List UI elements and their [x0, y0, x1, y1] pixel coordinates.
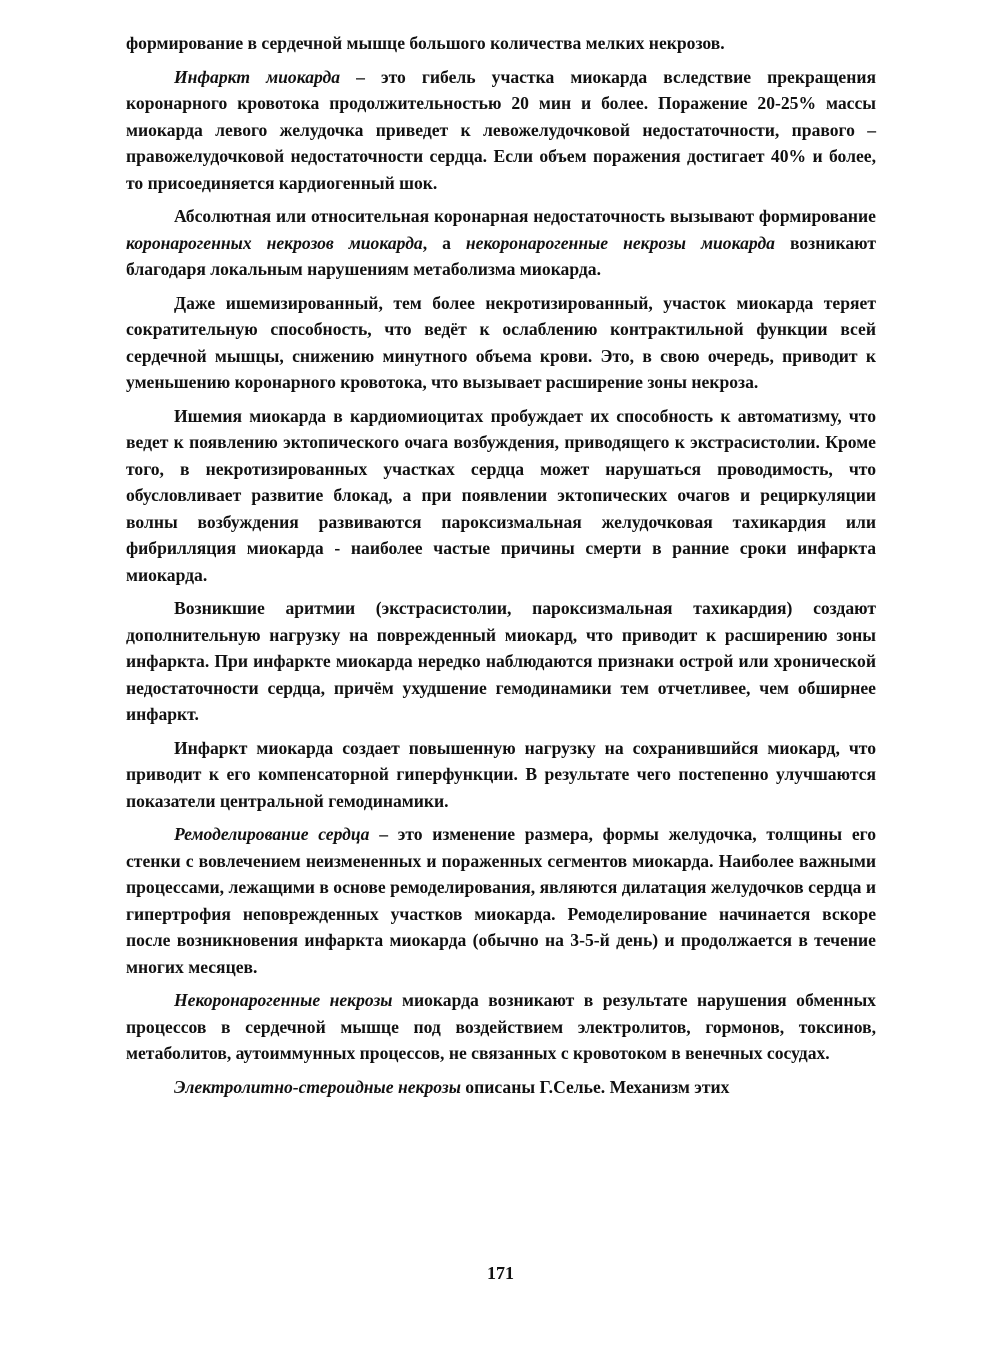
- term-text: Ремоделирование сердца: [174, 824, 370, 844]
- term-text: некоронарогенные некрозы миокарда: [465, 232, 775, 253]
- body-text: миокарда возникают в результате нарушения обменных процессов в сердечной мышце под воздействием электролитов, гормонов, токсинов, метаболитов, аутоиммунных процессов, не связанных с кровотоком в венечных сосудах.: [126, 990, 876, 1063]
- page-body: [126, 30, 876, 1107]
- paragraph-p5: [126, 595, 876, 728]
- body-text: – это гибель участка миокарда вследствие прекращения коронарного кровотока продолжительностью 20 мин и более. Поражение 20-25% массы миокарда левого желудочка приведет к левожелудочковой недостаточности, правого – правожелудочковой недостаточности сердца. Если объем поражения достигает 40% и более, то присоединяется кардиогенный шок.: [126, 66, 876, 193]
- term-text: Инфаркт миокарда: [174, 66, 341, 87]
- body-text: Абсолютная или относительная коронарная недостаточность вызывают формирование: [174, 206, 876, 226]
- body-text: описаны Г.Селье. Механизм этих: [460, 1076, 730, 1097]
- paragraph-p9: [126, 1074, 876, 1101]
- paragraph-p3: [126, 290, 876, 396]
- body-text: , а: [422, 232, 466, 253]
- term-text: Некоронарогенные некрозы: [174, 990, 393, 1010]
- term-text: коронарогенных некрозов миокарда: [126, 232, 423, 253]
- paragraph-p4: [126, 403, 876, 589]
- body-text: формирование в сердечной мышце большого количества мелких некрозов.: [126, 33, 725, 53]
- body-text: Инфаркт миокарда создает повышенную нагрузку на сохранившийся миокард, что приводит к его компенсаторной гиперфункции. В результате чего постепенно улучшаются показатели центральной гемодинамики.: [126, 737, 876, 811]
- text-column: [126, 30, 876, 1100]
- paragraph-p0: [126, 30, 876, 57]
- page-number: 171: [487, 1263, 514, 1283]
- paragraph-p7: [126, 821, 876, 980]
- body-text: Даже ишемизированный, тем более некротизированный, участок миокарда теряет сократительную способность, что ведёт к ослаблению контрактильной функции всей сердечной мышцы, снижению минутного объема крови. Это, в свою очередь, приводит к уменьшению коронарного кровотока, что вызывает расширение зоны некроза.: [126, 292, 876, 392]
- paragraph-p2: [126, 203, 876, 283]
- paragraph-p1: [126, 64, 876, 197]
- paragraph-p8: [126, 987, 876, 1067]
- paragraph-p6: [126, 735, 876, 815]
- body-text: Возникшие аритмии (экстрасистолии, пароксизмальная тахикардия) создают дополнительную нагрузку на поврежденный миокард, что приводит к расширению зоны инфаркта. При инфаркте миокарда нередко наблюдаются признаки острой или хронической недостаточности сердца, причём ухудшение гемодинамики тем отчетливее, чем обширнее инфаркт.: [126, 598, 876, 724]
- body-text: возникают благодаря локальным нарушениям метаболизма миокарда.: [126, 232, 876, 279]
- body-text: Ишемия миокарда в кардиомиоцитах пробуждает их способность к автоматизму, что ведет к появлению эктопического очага возбуждения, приводящего к экстрасистолии. Кроме того, в некротизированных участках сердца может нарушаться проводимость, что обусловливает развитие блокад, а при появлении эктопических очагов и рециркуляции волны возбуждения развиваются пароксизмальная желудочковая тахикардия или фибрилляция миокарда - наиболее частые причины смерти в ранние сроки инфаркта миокарда.: [126, 405, 876, 585]
- body-text: – это изменение размера, формы желудочка, толщины его стенки с вовлечением неизмененных и пораженных сегментов миокарда. Наиболее важными процессами, лежащими в основе ремоделирования, являются дилатация желудочков сердца и гипертрофия неповрежденных участков миокарда. Ремоделирование начинается вскоре после возникновения инфаркта миокарда (обычно на 3-5-й день) и продолжается в течение многих месяцев.: [126, 824, 876, 977]
- term-text: Электролитно-стероидные некрозы: [174, 1076, 461, 1097]
